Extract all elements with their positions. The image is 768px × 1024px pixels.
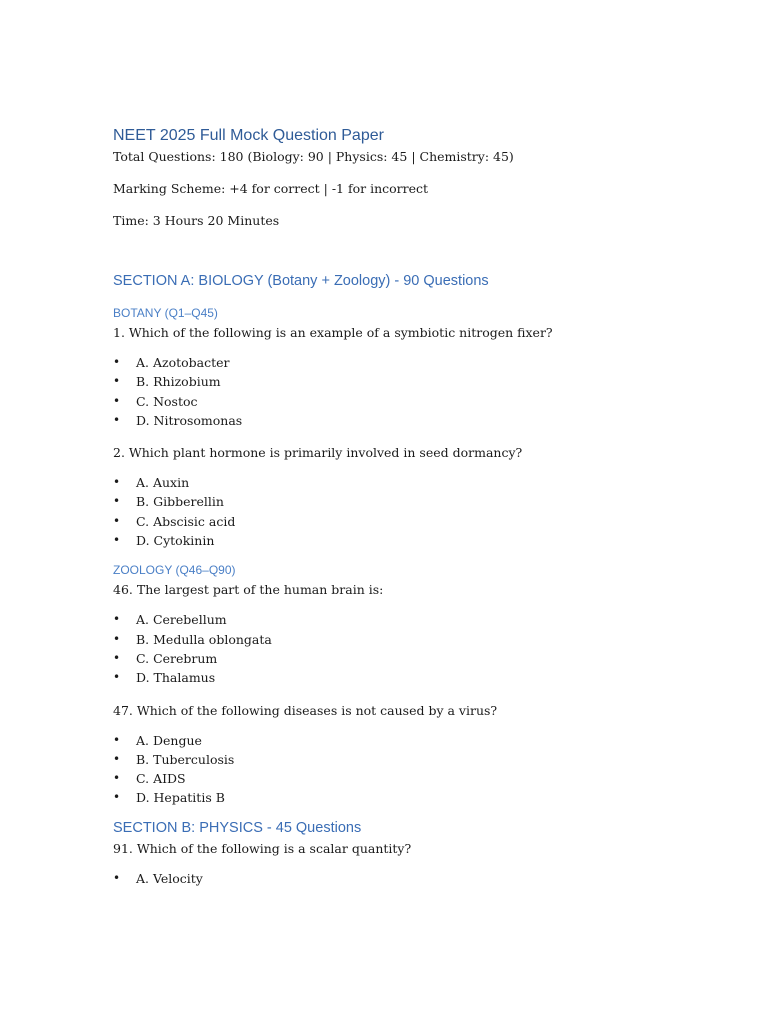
option-item [113,514,673,533]
option-text: D. Thalamus [136,670,216,686]
question-1: 1. Which of the following is an example of a symbiotic nitrogen fixer? [113,325,553,340]
option-text: C. AIDS [136,771,186,787]
bullet-icon: • [113,494,121,509]
option-item [113,790,673,809]
option-item [113,355,673,374]
question-2-options [113,475,673,552]
bullet-icon: • [113,355,121,369]
bullet-icon: • [113,513,121,528]
option-item [113,771,673,790]
option-text: B. Gibberellin [136,494,224,510]
option-text: B. Tuberculosis [136,751,235,767]
bullet-icon: • [113,393,121,408]
bullet-icon: • [113,374,121,389]
bullet-icon: • [113,670,121,685]
question-1-options [113,355,673,432]
question-2: 2. Which plant hormone is primarily involved in seed dormancy? [113,445,523,461]
question-47: 47. Which of the following diseases is not caused by a virus? [113,702,498,718]
option-item [113,670,673,689]
option-item [113,533,673,552]
option-item [113,374,673,393]
bullet-icon: • [113,870,121,885]
bullet-icon: • [113,650,121,665]
option-text: D. Hepatitis B [136,790,225,806]
total-questions-line: Total Questions: 180 (Biology: 90 | Physics: 45 | Chemistry: 45) [113,149,514,164]
option-item [113,413,673,432]
option-item [113,494,673,513]
time-line: Time: 3 Hours 20 Minutes [113,213,280,228]
bullet-icon: • [113,732,121,747]
question-91: 91. Which of the following is a scalar quantity? [113,840,412,856]
option-text: C. Cerebrum [136,650,218,666]
question-46: 46. The largest part of the human brain is: [113,582,384,598]
section-a-heading: SECTION A: BIOLOGY (Botany + Zoology) - 90 Questions [113,273,489,289]
option-item [113,871,673,890]
bullet-icon: • [113,631,121,646]
question-46-options [113,612,673,689]
option-text: A. Cerebellum [136,612,227,628]
section-b-heading: SECTION B: PHYSICS - 45 Questions [113,819,362,836]
option-text: C. Nostoc [136,393,198,409]
bullet-icon: • [113,475,121,490]
bullet-icon: • [113,612,121,627]
bullet-icon: • [113,790,121,805]
option-text: C. Abscisic acid [136,513,236,529]
marking-scheme-line: Marking Scheme: +4 for correct | -1 for incorrect [113,181,429,196]
bullet-icon: • [113,412,121,427]
option-text: A. Velocity [136,870,203,886]
option-text: A. Dengue [136,732,202,748]
option-item [113,632,673,651]
option-text: B. Medulla oblongata [136,631,272,647]
option-text: B. Rhizobium [136,374,221,390]
bullet-icon: • [113,533,121,548]
bullet-icon: • [113,751,121,766]
option-text: A. Auxin [136,475,190,491]
zoology-heading: ZOOLOGY (Q46–Q90) [113,563,236,578]
botany-heading: BOTANY (Q1–Q45) [113,306,218,320]
option-item [113,752,673,771]
option-item [113,394,673,413]
option-text: D. Cytokinin [136,533,215,549]
option-item [113,612,673,631]
question-47-options [113,733,673,810]
document-page [113,126,673,890]
paper-title: NEET 2025 Full Mock Question Paper [113,127,384,144]
option-text: D. Nitrosomonas [136,412,243,428]
bullet-icon: • [113,771,121,786]
question-91-options [113,871,673,890]
option-item [113,651,673,670]
option-item [113,475,673,494]
option-text: A. Azotobacter [136,355,230,370]
option-item [113,733,673,752]
